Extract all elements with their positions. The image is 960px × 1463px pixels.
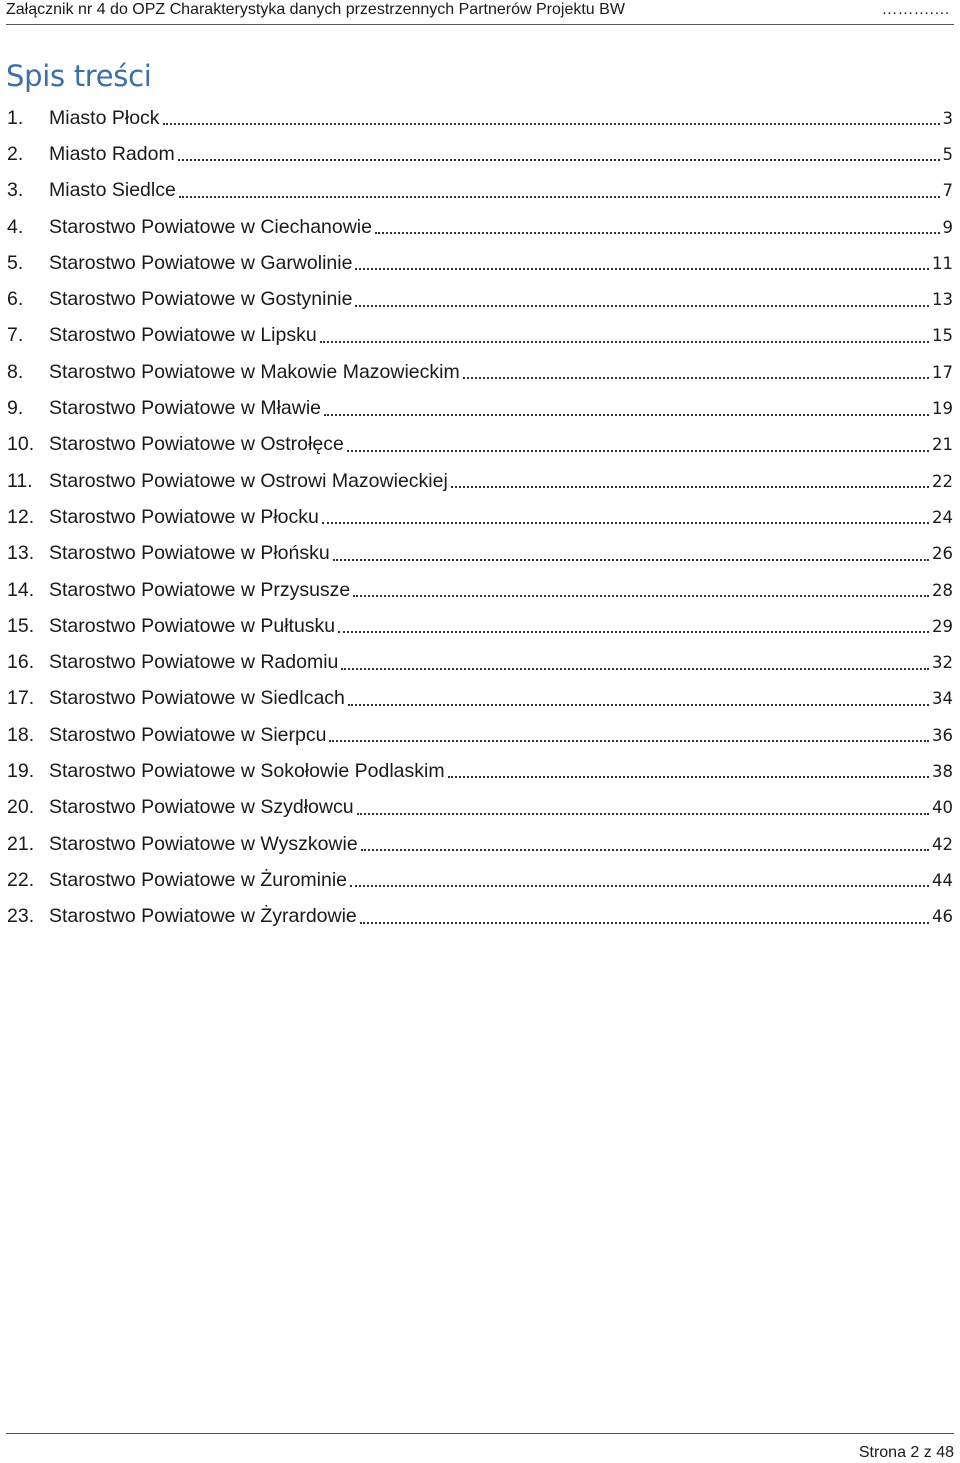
toc-entry-label[interactable]: Starostwo Powiatowe w Mławie bbox=[49, 397, 322, 420]
toc-dot-leader bbox=[448, 776, 929, 778]
toc-entry-label[interactable]: Starostwo Powiatowe w Pułtusku bbox=[49, 614, 336, 637]
toc-entry-label[interactable]: Starostwo Powiatowe w Płońsku bbox=[49, 542, 330, 565]
toc-entry-page[interactable]: 32 bbox=[932, 653, 953, 673]
toc-entry-label[interactable]: Starostwo Powiatowe w Ostrołęce bbox=[49, 433, 344, 456]
toc-entry-number: 4. bbox=[7, 215, 24, 238]
toc-entry-label[interactable]: Starostwo Powiatowe w Żyrardowie bbox=[49, 905, 357, 928]
toc-dot-leader bbox=[347, 450, 929, 452]
toc-entry-label[interactable]: Starostwo Powiatowe w Lipsku bbox=[49, 324, 317, 347]
toc-dot-leader bbox=[329, 740, 929, 742]
toc-entry-label[interactable]: Starostwo Powiatowe w Radomiu bbox=[49, 651, 339, 674]
toc-entry-number: 5. bbox=[7, 251, 24, 274]
toc-entry-page[interactable]: 44 bbox=[932, 870, 953, 890]
toc-entry-page[interactable]: 21 bbox=[932, 435, 953, 455]
toc-entry-page[interactable]: 22 bbox=[932, 471, 953, 491]
toc-entry[interactable] bbox=[7, 899, 953, 935]
toc-dot-leader bbox=[163, 123, 940, 125]
toc-entry-page[interactable]: 3 bbox=[942, 108, 953, 128]
toc-entry-label[interactable]: Miasto Radom bbox=[49, 142, 175, 165]
toc-dot-leader bbox=[178, 159, 940, 161]
toc-entry-number: 10. bbox=[7, 433, 35, 456]
toc-entry-number: 2. bbox=[7, 142, 24, 165]
toc-entry-page[interactable]: 28 bbox=[932, 580, 953, 600]
toc-entry-page[interactable]: 42 bbox=[932, 834, 953, 854]
toc-entry[interactable] bbox=[7, 390, 953, 426]
toc-entry-label[interactable]: Starostwo Powiatowe w Ciechanowie bbox=[49, 215, 372, 238]
toc-entry-label[interactable]: Starostwo Powiatowe w Garwolinie bbox=[49, 251, 353, 274]
toc-entry-number: 23. bbox=[7, 905, 35, 928]
toc-dot-leader bbox=[353, 595, 929, 597]
toc-entry-label[interactable]: Starostwo Powiatowe w Żurominie bbox=[49, 868, 348, 891]
toc-entry-number: 19. bbox=[7, 759, 35, 782]
footer-page-number: Strona 2 z 48 bbox=[858, 1444, 954, 1461]
toc-entry-number: 16. bbox=[7, 651, 35, 674]
toc-entry[interactable] bbox=[7, 753, 953, 789]
toc-entry-page[interactable]: 13 bbox=[932, 290, 953, 310]
toc-entry[interactable] bbox=[7, 100, 953, 136]
toc-entry-number: 1. bbox=[7, 106, 24, 129]
toc-entry-number: 8. bbox=[7, 360, 24, 383]
toc-entry-number: 6. bbox=[7, 288, 24, 311]
toc-dot-leader bbox=[355, 305, 929, 307]
toc-dot-leader bbox=[357, 813, 929, 815]
toc-entry[interactable] bbox=[7, 644, 953, 680]
toc-dot-leader bbox=[361, 849, 929, 851]
toc-entry-page[interactable]: 24 bbox=[932, 507, 953, 527]
toc-entry-label[interactable]: Starostwo Powiatowe w Siedlcach bbox=[49, 687, 345, 710]
toc-entry-page[interactable]: 5 bbox=[942, 144, 953, 164]
toc-entry[interactable] bbox=[7, 136, 953, 172]
toc-entry-page[interactable]: 40 bbox=[932, 798, 953, 818]
toc-entry[interactable] bbox=[7, 354, 953, 390]
toc-entry[interactable] bbox=[7, 281, 953, 317]
toc-entry-number: 3. bbox=[7, 179, 24, 202]
toc-heading: Spis treści bbox=[6, 59, 152, 93]
toc-entry-label[interactable]: Starostwo Powiatowe w Sierpcu bbox=[49, 723, 327, 746]
toc-dot-leader bbox=[463, 377, 929, 379]
toc-entry-page[interactable]: 17 bbox=[932, 362, 953, 382]
toc-entry-number: 15. bbox=[7, 614, 35, 637]
toc-entry-label[interactable]: Starostwo Powiatowe w Makowie Mazowieckim bbox=[49, 360, 460, 383]
toc-entry-page[interactable]: 46 bbox=[932, 907, 953, 927]
header-reference: ……….… bbox=[881, 1, 950, 18]
toc-dot-leader bbox=[322, 522, 929, 524]
toc-dot-leader bbox=[324, 414, 929, 416]
header-document-title: Załącznik nr 4 do OPZ Charakterystyka danych przestrzennych Partnerów Projektu BW bbox=[6, 1, 625, 18]
toc-entry[interactable] bbox=[7, 572, 953, 608]
toc-entry-number: 12. bbox=[7, 505, 35, 528]
toc-entry-page[interactable]: 38 bbox=[932, 761, 953, 781]
toc-entry-page[interactable]: 19 bbox=[932, 399, 953, 419]
toc-dot-leader bbox=[350, 885, 929, 887]
toc-entry[interactable] bbox=[7, 173, 953, 209]
table-of-contents bbox=[7, 100, 953, 935]
toc-entry[interactable] bbox=[7, 499, 953, 535]
toc-entry[interactable] bbox=[7, 862, 953, 898]
toc-entry-number: 13. bbox=[7, 542, 35, 565]
toc-dot-leader bbox=[355, 268, 929, 270]
toc-entry[interactable] bbox=[7, 209, 953, 245]
footer-divider bbox=[6, 1433, 954, 1434]
toc-entry-number: 17. bbox=[7, 687, 35, 710]
toc-entry-page[interactable]: 11 bbox=[932, 253, 953, 273]
toc-entry-page[interactable]: 34 bbox=[932, 689, 953, 709]
toc-entry-label[interactable]: Starostwo Powiatowe w Płocku bbox=[49, 505, 319, 528]
toc-dot-leader bbox=[338, 631, 929, 633]
toc-entry-label[interactable]: Starostwo Powiatowe w Szydłowcu bbox=[49, 796, 354, 819]
toc-entry-page[interactable]: 29 bbox=[932, 616, 953, 636]
toc-dot-leader bbox=[360, 922, 929, 924]
toc-entry-number: 18. bbox=[7, 723, 35, 746]
toc-entry-number: 14. bbox=[7, 578, 35, 601]
toc-entry[interactable] bbox=[7, 681, 953, 717]
toc-entry-label[interactable]: Miasto Płock bbox=[49, 106, 160, 129]
toc-entry-label[interactable]: Starostwo Powiatowe w Przysusze bbox=[49, 578, 351, 601]
toc-entry[interactable] bbox=[7, 608, 953, 644]
toc-entry-label[interactable]: Starostwo Powiatowe w Wyszkowie bbox=[49, 832, 358, 855]
toc-entry-label[interactable]: Miasto Siedlce bbox=[49, 179, 176, 202]
toc-entry-number: 11. bbox=[7, 469, 33, 492]
toc-entry-number: 22. bbox=[7, 868, 35, 891]
toc-entry-number: 21. bbox=[7, 832, 35, 855]
toc-entry-page[interactable]: 7 bbox=[942, 181, 953, 201]
toc-entry-number: 7. bbox=[7, 324, 24, 347]
toc-dot-leader bbox=[348, 704, 929, 706]
toc-entry-page[interactable]: 15 bbox=[932, 326, 953, 346]
toc-entry[interactable] bbox=[7, 245, 953, 281]
toc-entry-page[interactable]: 26 bbox=[932, 544, 953, 564]
toc-entry[interactable] bbox=[7, 790, 953, 826]
toc-dot-leader bbox=[320, 341, 929, 343]
toc-entry[interactable] bbox=[7, 427, 953, 463]
toc-entry-number: 9. bbox=[7, 397, 24, 420]
toc-dot-leader bbox=[341, 668, 929, 670]
toc-dot-leader bbox=[375, 232, 940, 234]
toc-entry[interactable] bbox=[7, 536, 953, 572]
toc-entry-page[interactable]: 9 bbox=[942, 217, 953, 237]
toc-entry[interactable] bbox=[7, 463, 953, 499]
toc-dot-leader bbox=[333, 559, 929, 561]
toc-entry[interactable] bbox=[7, 318, 953, 354]
toc-entry-label[interactable]: Starostwo Powiatowe w Gostyninie bbox=[49, 288, 353, 311]
toc-dot-leader bbox=[179, 196, 940, 198]
toc-entry-number: 20. bbox=[7, 796, 35, 819]
toc-entry-label[interactable]: Starostwo Powiatowe w Ostrowi Mazowieckiej bbox=[49, 469, 448, 492]
toc-dot-leader bbox=[451, 486, 929, 488]
toc-entry-page[interactable]: 36 bbox=[932, 725, 953, 745]
toc-entry[interactable] bbox=[7, 826, 953, 862]
toc-entry-label[interactable]: Starostwo Powiatowe w Sokołowie Podlaskim bbox=[49, 759, 445, 782]
toc-entry[interactable] bbox=[7, 717, 953, 753]
page-header bbox=[6, 0, 954, 25]
